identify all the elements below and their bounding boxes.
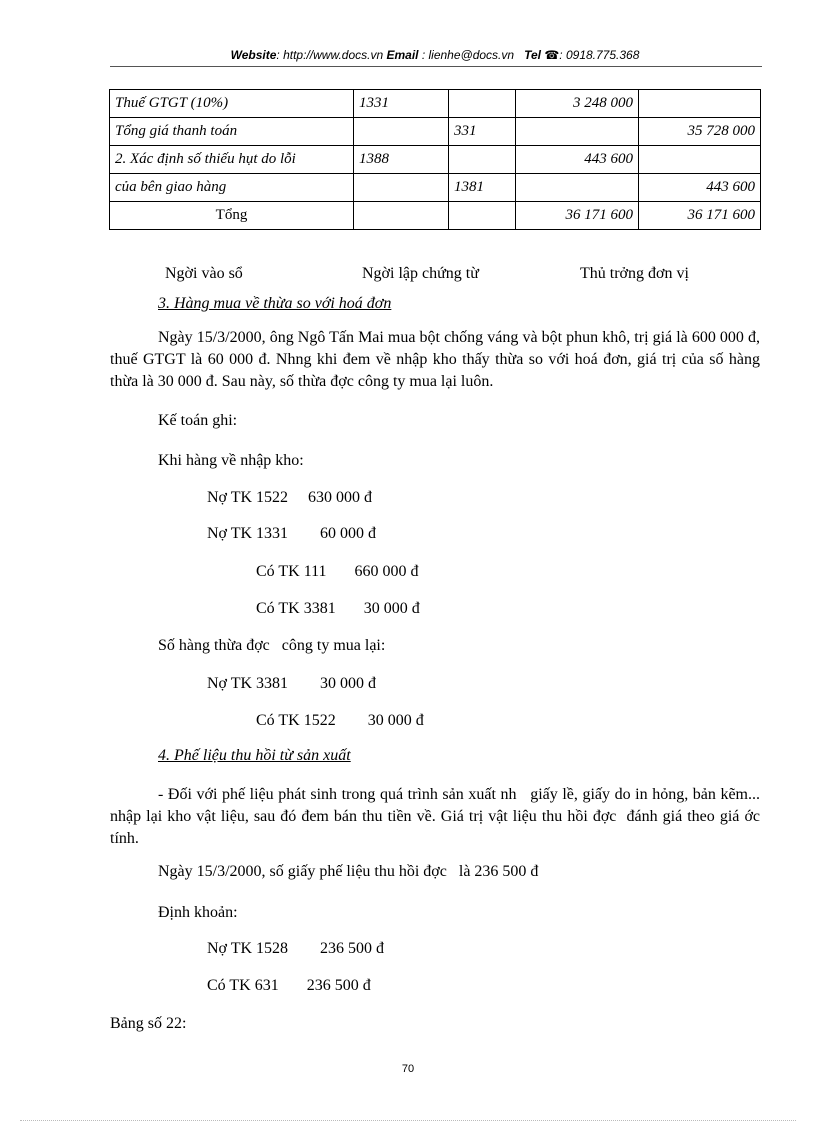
table-cell: Tổng: [110, 202, 354, 230]
table-cell: [639, 90, 761, 118]
table-cell: 443 600: [639, 174, 761, 202]
table-cell: [449, 202, 516, 230]
entry-debit-1331: Nợ TK 1331 60 000 đ: [207, 525, 377, 542]
table-cell: [516, 118, 639, 146]
table-cell: [354, 174, 449, 202]
table-cell: [354, 118, 449, 146]
table-cell: 331: [449, 118, 516, 146]
tel-value: : 0918.775.368: [559, 48, 640, 62]
entry-debit-1522: Nợ TK 1522 630 000 đ: [207, 489, 373, 506]
table-cell: [639, 146, 761, 174]
table-cell: của bên giao hàng: [110, 174, 354, 202]
table-cell: [516, 174, 639, 202]
table-row: [110, 174, 761, 202]
entry-credit-3381: Có TK 3381 30 000 đ: [256, 600, 420, 617]
table-cell: 3 248 000: [516, 90, 639, 118]
table-cell: 35 728 000: [639, 118, 761, 146]
bang-so-22: Bảng số 22:: [110, 1015, 187, 1032]
table-row: [110, 146, 761, 174]
table-row: [110, 118, 761, 146]
table-cell: [354, 202, 449, 230]
signature-preparer: Ngời lập chứng từ: [362, 265, 479, 282]
website-value: : http://www.docs.vn: [276, 48, 384, 62]
signature-head: Thủ trởng đơn vị: [580, 265, 689, 282]
table-cell: 443 600: [516, 146, 639, 174]
table-cell: Thuế GTGT (10%): [110, 90, 354, 118]
entry-debit-3381: Nợ TK 3381 30 000 đ: [207, 675, 377, 692]
table-cell: 36 171 600: [516, 202, 639, 230]
tel-label: Tel: [524, 48, 541, 62]
khi-hang-ve: Khi hàng về nhập kho:: [158, 452, 304, 469]
table-cell: 1331: [354, 90, 449, 118]
page-number: 70: [401, 1063, 415, 1075]
table-cell: 2. Xác định số thiếu hụt do lỗi: [110, 146, 354, 174]
entry-credit-111: Có TK 111 660 000 đ: [256, 563, 419, 580]
dinh-khoan: Định khoản:: [158, 904, 238, 921]
section3-heading: 3. Hàng mua về thừa so với hoá đơn: [158, 295, 392, 312]
table-cell: 1388: [354, 146, 449, 174]
section3-paragraph: Ngày 15/3/2000, ông Ngô Tấn Mai mua bột chống váng và bột phun khô, trị giá là 600 000 đ, thuế GTGT là 60 000 đ. Nhng khi đem về nhập kho thấy thừa so với hoá đơn, giá trị của số hàng thừa là 30 000 đ. Sau này, số thừa đợc công ty mua lại luôn.: [110, 329, 760, 390]
entry-debit-1528: Nợ TK 1528 236 500 đ: [207, 940, 385, 957]
table-cell: [449, 146, 516, 174]
ledger-table: [109, 89, 761, 230]
table-cell: [449, 90, 516, 118]
page-header: [110, 48, 760, 62]
email-label: Email: [386, 48, 419, 62]
email-value: : lienhe@docs.vn: [418, 48, 515, 62]
entry-credit-631: Có TK 631 236 500 đ: [207, 977, 371, 994]
table-cell: 36 171 600: [639, 202, 761, 230]
ke-toan-ghi: Kế toán ghi:: [158, 412, 238, 429]
signature-receiver: Ngời vào sổ: [165, 265, 243, 282]
so-hang-thua: Số hàng thừa đợc công ty mua lại:: [158, 637, 386, 654]
section4-paragraph: - Đối với phế liệu phát sinh trong quá trình sản xuất nh giấy lề, giấy do in hỏng, bản kẽm... nhập lại kho vật liệu, sau đó đem bán thu tiền về. Giá trị vật liệu thu hồi đợc đánh giá theo giá ớc tính.: [110, 786, 768, 847]
phone-icon: ☎: [544, 48, 560, 62]
website-label: Website: [230, 48, 277, 62]
footer-divider: [20, 1120, 796, 1121]
header-divider: [110, 66, 762, 67]
section4-heading: 4. Phế liệu thu hồi từ sản xuất: [158, 747, 351, 764]
table-cell: Tổng giá thanh toán: [110, 118, 354, 146]
ngay-phe-lieu: Ngày 15/3/2000, số giấy phế liệu thu hồi đợc là 236 500 đ: [158, 863, 539, 880]
entry-credit-1522: Có TK 1522 30 000 đ: [256, 712, 424, 729]
table-row: [110, 90, 761, 118]
table-cell: 1381: [449, 174, 516, 202]
table-row-total: [110, 202, 761, 230]
